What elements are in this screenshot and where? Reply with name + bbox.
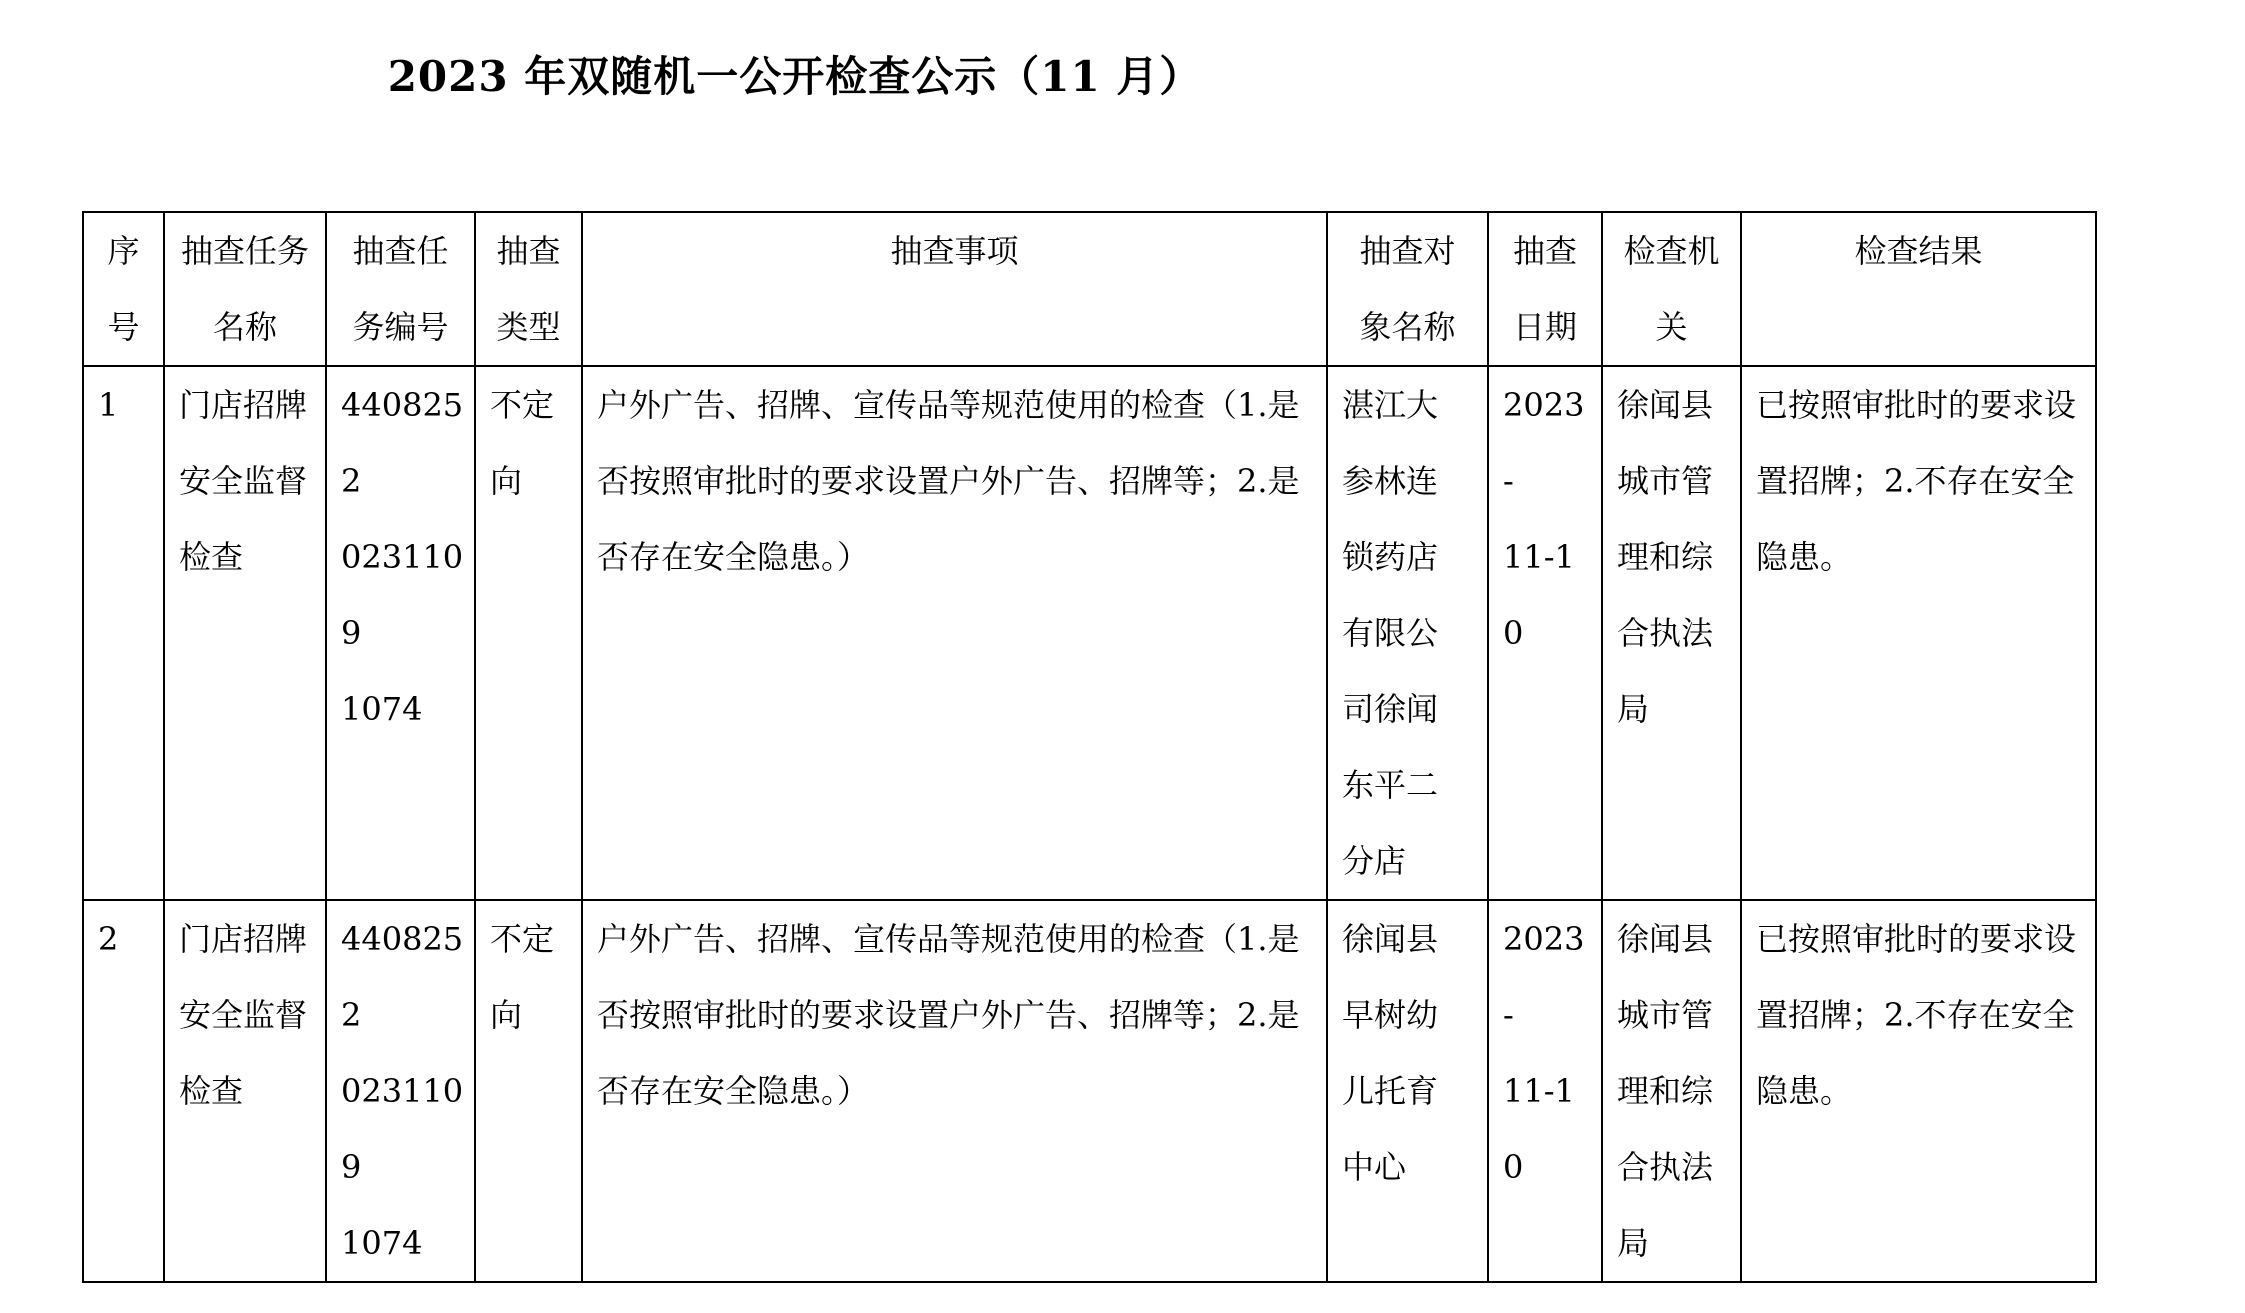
cell-task-no: 4408252 0231109 1074 [326, 366, 475, 900]
cell-target: 徐闻县 早树幼 儿托育 中心 [1327, 900, 1488, 1282]
cell-type: 不定 向 [475, 900, 582, 1282]
cell-target: 湛江大 参林连 锁药店 有限公 司徐闻 东平二 分店 [1327, 366, 1488, 900]
table-row [83, 366, 2096, 900]
cell-result: 已按照审批时的要求设 置招牌；2.不存在安全 隐患。 [1741, 366, 2096, 900]
header-type: 抽查 类型 [475, 212, 582, 366]
header-item: 抽查事项 [582, 212, 1327, 366]
cell-authority: 徐闻县 城市管 理和综 合执法 局 [1602, 900, 1741, 1282]
cell-item: 户外广告、招牌、宣传品等规范使用的检查（1.是 否按照审批时的要求设置户外广告、招牌等；2.是 否存在安全隐患。） [582, 366, 1327, 900]
cell-item: 户外广告、招牌、宣传品等规范使用的检查（1.是 否按照审批时的要求设置户外广告、招牌等；2.是 否存在安全隐患。） [582, 900, 1327, 1282]
cell-index: 2 [83, 900, 164, 1282]
header-target: 抽查对 象名称 [1327, 212, 1488, 366]
cell-date: 2023- 11-10 [1488, 900, 1602, 1282]
header-authority: 检查机 关 [1602, 212, 1741, 366]
cell-task-name: 门店招牌 安全监督 检查 [164, 366, 326, 900]
cell-index: 1 [83, 366, 164, 900]
cell-task-name: 门店招牌 安全监督 检查 [164, 900, 326, 1282]
cell-result: 已按照审批时的要求设 置招牌；2.不存在安全 隐患。 [1741, 900, 2096, 1282]
table-row [83, 900, 2096, 1282]
header-task-no: 抽查任 务编号 [326, 212, 475, 366]
cell-type: 不定 向 [475, 366, 582, 900]
cell-authority: 徐闻县 城市管 理和综 合执法 局 [1602, 366, 1741, 900]
cell-task-no: 4408252 0231109 1074 [326, 900, 475, 1282]
page-title: 2023 年双随机一公开检查公示（11 月） [387, 52, 1203, 101]
cell-date: 2023- 11-10 [1488, 366, 1602, 900]
inspection-table [82, 211, 2097, 1283]
header-task-name: 抽查任务 名称 [164, 212, 326, 366]
header-result: 检查结果 [1741, 212, 2096, 366]
table-header-row [83, 212, 2096, 366]
header-index: 序 号 [83, 212, 164, 366]
header-date: 抽查 日期 [1488, 212, 1602, 366]
